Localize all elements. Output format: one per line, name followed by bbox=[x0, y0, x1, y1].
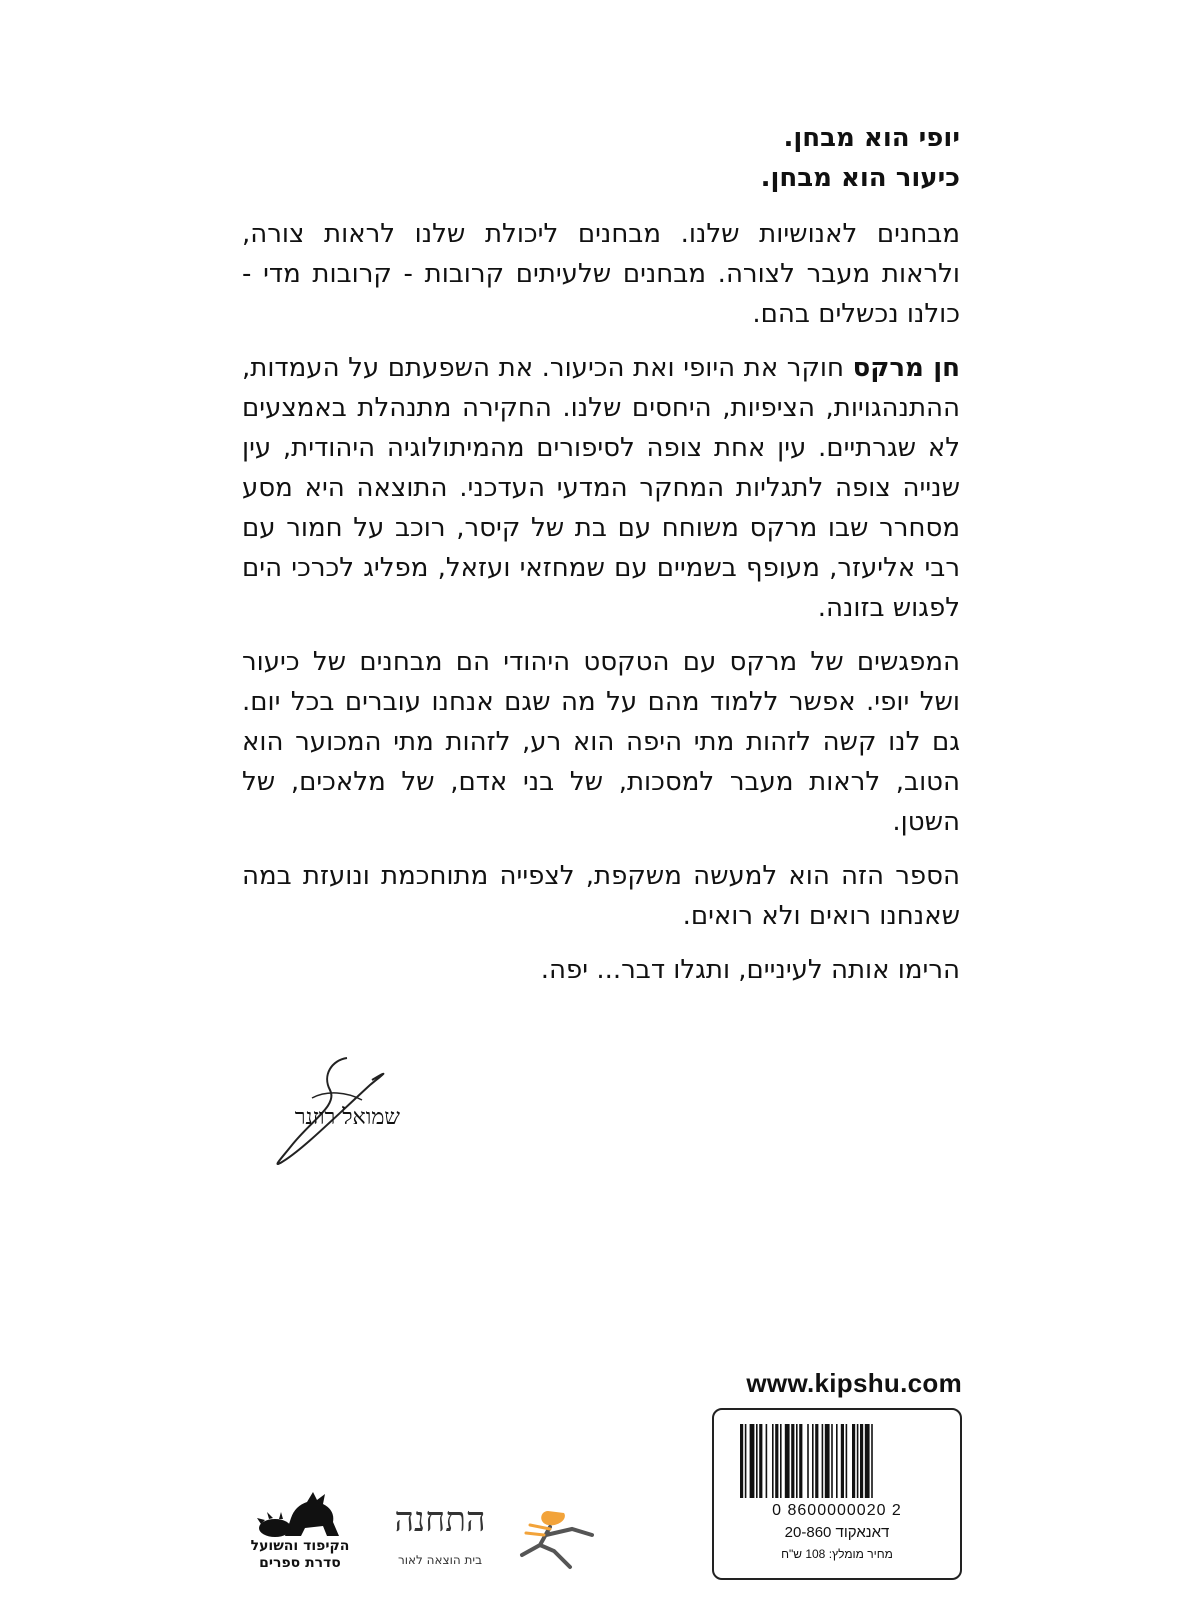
paragraph-tests: מבחנים לאנושיות שלנו. מבחנים ליכולת שלנו לראות צורה, ולראות מעבר לצורה. מבחנים שלעיתים קרובות - קרובות מדי - כולנו נכשלים בהם. bbox=[242, 219, 960, 329]
barcode-bar bbox=[766, 1424, 768, 1498]
barcode-bar bbox=[836, 1424, 838, 1498]
headline-beauty: יופי הוא מבחן. bbox=[783, 123, 960, 153]
barcode-code-line: דאנאקוד 20-860 bbox=[784, 1524, 890, 1541]
barcode-bar bbox=[796, 1424, 798, 1498]
barcode-bar bbox=[785, 1424, 790, 1498]
barcode-box bbox=[712, 1408, 962, 1580]
barcode-bar bbox=[791, 1424, 794, 1498]
barcode-bar bbox=[772, 1424, 774, 1498]
barcode-bar bbox=[759, 1424, 762, 1498]
barcode-bar bbox=[775, 1424, 778, 1498]
series-line-1: הקיפוד והשועל bbox=[250, 1538, 350, 1554]
headline-ugliness: כיעור הוא מבחן. bbox=[760, 163, 960, 193]
barcode-bar bbox=[871, 1424, 873, 1498]
signature-name: שמואל רוזנר bbox=[294, 1105, 400, 1130]
barcode-bar bbox=[780, 1424, 782, 1498]
barcode-bar bbox=[807, 1424, 809, 1498]
barcode-bar bbox=[799, 1424, 802, 1498]
paragraph-encounters: המפגשים של מרקס עם הטקסט היהודי הם מבחנים של כיעור ושל יופי. אפשר ללמוד מהם על מה שגם אנחנו עוברים בכל יום. גם לנו קשה לזהות מתי היפה הוא רע, לזהות מתי המכוער הוא הטוב, לראות מעבר למסכות, של בני אדם, של מלאכים, של השטן. bbox=[242, 647, 960, 837]
paragraph-binoculars: הספר הזה הוא למעשה משקפת, לצפייה מתוחכמת ונועזת במה שאנחנו רואים ולא רואים. bbox=[242, 861, 960, 931]
publisher-subtitle: בית הוצאה לאור bbox=[397, 1553, 483, 1567]
paragraph-closing: הרימו אותה לעיניים, ותגלו דבר... יפה. bbox=[540, 955, 960, 985]
paragraph-author-research bbox=[242, 348, 960, 628]
barcode-price-line: מחיר מומלץ: 108 ש"ח bbox=[781, 1547, 893, 1561]
barcode-digits: 0 8600000020 2 bbox=[772, 1502, 902, 1519]
hedgehog-fox-series-text bbox=[235, 1538, 365, 1572]
paragraph-author-research-text: חוקר את היופי ואת הכיעור. את השפעתם על העמדות, ההתנהגויות, הציפיות, היחסים שלנו. החקירה מתנהלת באמצעים לא שגרתיים. עין אחת צופה לסיפורים מהמיתולוגיה היהודית, עין שנייה צופה לתגליות המחקר המדעי העדכני. התוצאה היא מסע מסחרר שבו מרקס משוחח עם בת של קיסר, רוכב על חמור עם רבי אליעזר, מעופף בשמיים עם שמחזאי ועזאל, מפליג לכרכי הים לפגוש בזונה. bbox=[242, 353, 960, 623]
hedgehog-fox-logo-icon bbox=[255, 1488, 350, 1540]
barcode-bar bbox=[825, 1424, 830, 1498]
barcode-bar bbox=[822, 1424, 824, 1498]
barcode-bar bbox=[756, 1424, 758, 1498]
barcode-bar bbox=[750, 1424, 755, 1498]
barcode-bar bbox=[841, 1424, 844, 1498]
barcode-bar bbox=[745, 1424, 747, 1498]
website-url: www.kipshu.com bbox=[746, 1368, 962, 1398]
barcode-bar bbox=[865, 1424, 870, 1498]
back-cover-text bbox=[242, 118, 960, 990]
barcode-bar bbox=[831, 1424, 833, 1498]
series-line-2: סדרת ספרים bbox=[259, 1555, 341, 1571]
barcode-bar bbox=[857, 1424, 859, 1498]
barcode-bar bbox=[815, 1424, 818, 1498]
barcode-bar bbox=[740, 1424, 743, 1498]
barcode-bar bbox=[812, 1424, 814, 1498]
publisher-name: התחנה bbox=[394, 1500, 486, 1540]
barcode-bars bbox=[738, 1424, 938, 1498]
author-name: חן מרקס bbox=[852, 353, 961, 383]
runner-logo-icon bbox=[510, 1505, 600, 1575]
barcode-bar bbox=[852, 1424, 855, 1498]
barcode-bar bbox=[846, 1424, 848, 1498]
barcode-bar bbox=[860, 1424, 863, 1498]
